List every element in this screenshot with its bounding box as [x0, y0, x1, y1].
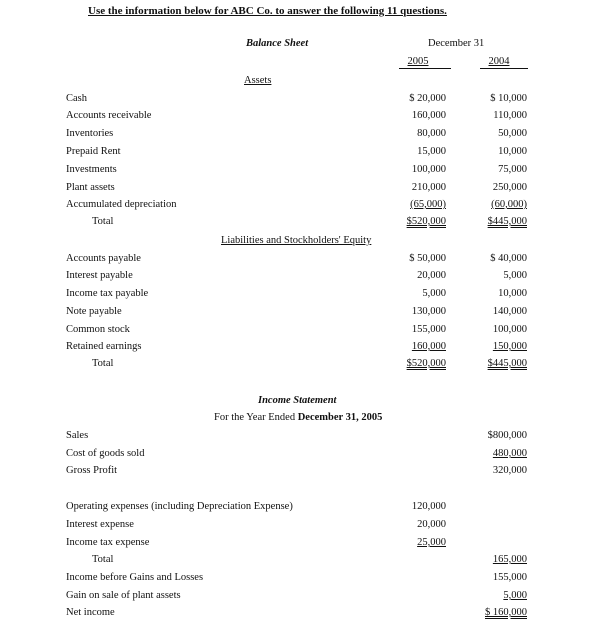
cogs-value: 480,000	[492, 448, 527, 459]
asset-label: Accumulated depreciation	[66, 199, 177, 210]
tax-expense-value: 25,000	[417, 537, 446, 548]
gross-profit-value: 320,000	[492, 465, 527, 476]
year-2005-header: 2005	[407, 56, 429, 67]
asset-2004-value: 50,000	[498, 128, 527, 139]
assets-total-2005: $520,000	[406, 216, 446, 227]
liability-2005-value: 160,000	[411, 341, 446, 352]
interest-expense-label: Interest expense	[66, 519, 134, 530]
liability-2005-value: 5,000	[422, 288, 446, 299]
asset-2004-value: 250,000	[492, 182, 527, 193]
subtitle-date: December 31, 2005	[297, 412, 383, 423]
instructions-heading: Use the information below for ABC Co. to answer the following 11 questions.	[88, 5, 447, 17]
net-income-label: Net income	[66, 607, 115, 618]
asset-2004-value: $ 10,000	[490, 93, 527, 104]
asset-2004-value: 10,000	[498, 146, 527, 157]
liability-label: Retained earnings	[66, 341, 142, 352]
asset-label: Cash	[66, 93, 87, 104]
assets-total-label: Total	[92, 216, 114, 227]
asset-2004-value: (60,000)	[491, 199, 527, 210]
liability-label: Interest payable	[66, 270, 133, 281]
expenses-total-value: 165,000	[492, 554, 527, 565]
liability-2005-value: 20,000	[417, 270, 446, 281]
asset-2005-value: 160,000	[411, 110, 446, 121]
sales-value: $800,000	[487, 430, 527, 441]
subtitle-prefix: For the Year Ended	[214, 412, 298, 423]
asset-2005-value: (65,000)	[410, 199, 446, 210]
year-2004-header: 2004	[488, 56, 510, 67]
liabilities-heading: Liabilities and Stockholders' Equity	[221, 235, 372, 246]
liability-2005-value: $ 50,000	[409, 253, 446, 264]
asset-label: Investments	[66, 164, 117, 175]
balance-sheet-title: Balance Sheet	[246, 38, 309, 49]
liabilities-total-2004: $445,000	[487, 358, 527, 369]
income-before-value: 155,000	[492, 572, 527, 583]
opex-label: Operating expenses (including Depreciation Expense)	[66, 501, 293, 512]
income-before-label: Income before Gains and Losses	[66, 572, 204, 583]
liability-2004-value: 5,000	[503, 270, 527, 281]
gain-value: 5,000	[503, 590, 527, 601]
liability-label: Note payable	[66, 306, 122, 317]
asset-2004-value: 110,000	[493, 110, 527, 121]
gross-profit-label: Gross Profit	[66, 465, 118, 476]
asset-label: Accounts receivable	[66, 110, 152, 121]
asset-2004-value: 75,000	[498, 164, 527, 175]
asset-label: Inventories	[66, 128, 114, 139]
asset-label: Plant assets	[66, 182, 115, 193]
interest-expense-value: 20,000	[417, 519, 446, 530]
income-statement-subtitle	[214, 412, 382, 423]
asset-label: Prepaid Rent	[66, 146, 121, 157]
assets-total-2004: $445,000	[487, 216, 527, 227]
asset-2005-value: 15,000	[417, 146, 446, 157]
liability-2004-value: 140,000	[492, 306, 527, 317]
year-2005-rule	[399, 68, 451, 69]
opex-value: 120,000	[411, 501, 446, 512]
liabilities-total-2005: $520,000	[406, 358, 446, 369]
asset-2005-value: 80,000	[417, 128, 446, 139]
cogs-label: Cost of goods sold	[66, 448, 145, 459]
net-income-value: $ 160,000	[485, 607, 527, 618]
liability-2004-value: 10,000	[498, 288, 527, 299]
date-header: December 31	[428, 38, 485, 49]
tax-expense-label: Income tax expense	[66, 537, 150, 548]
year-2004-rule	[480, 68, 528, 69]
liabilities-total-label: Total	[92, 358, 114, 369]
liability-2004-value: 150,000	[492, 341, 527, 352]
liability-2005-value: 130,000	[411, 306, 446, 317]
gain-label: Gain on sale of plant assets	[66, 590, 181, 601]
asset-2005-value: 100,000	[411, 164, 446, 175]
asset-2005-value: $ 20,000	[409, 93, 446, 104]
asset-2005-value: 210,000	[411, 182, 446, 193]
liability-2005-value: 155,000	[411, 324, 446, 335]
sales-label: Sales	[66, 430, 89, 441]
income-statement-title: Income Statement	[258, 395, 337, 406]
liability-label: Income tax payable	[66, 288, 149, 299]
expenses-total-label: Total	[92, 554, 114, 565]
liability-label: Common stock	[66, 324, 130, 335]
liability-2004-value: 100,000	[492, 324, 527, 335]
liability-label: Accounts payable	[66, 253, 141, 264]
assets-heading: Assets	[244, 75, 272, 86]
liability-2004-value: $ 40,000	[490, 253, 527, 264]
